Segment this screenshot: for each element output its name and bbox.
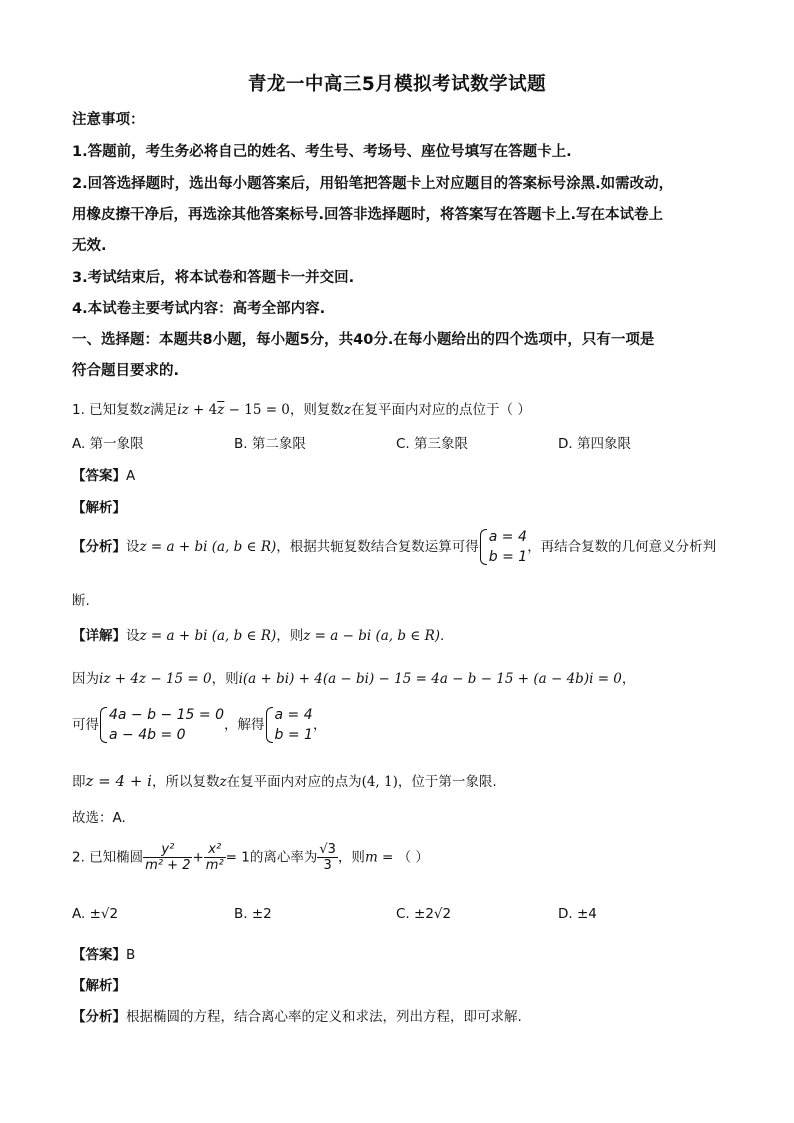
q2-fenxi: 【分析】根据椭圆的方程，结合离心率的定义和求法，列出方程，即可求解. (72, 1009, 522, 1025)
q2-option-d: D. ±4 (558, 906, 597, 922)
note-4: 4.本试卷主要考试内容：高考全部内容. (72, 301, 326, 317)
page-title: 青龙一中高三5月模拟考试数学试题 (247, 74, 547, 95)
q1-option-c: C. 第三象限 (396, 436, 469, 452)
q1-analysis-tag: 【解析】 (72, 500, 126, 516)
q1-solution-system: a = 4 b = 1 (265, 705, 313, 745)
q1-xiangjie-1: 【详解】设z = a + bi (a, b ∈ R)，则z = a − bi (a, b ∈ R). (72, 628, 445, 644)
q1-choose: 故选：A. (72, 810, 126, 826)
q1-option-d: D. 第四象限 (558, 436, 631, 452)
q1-xiangjie-2: 因为iz + 4z − 15 = 0，则i(a + bi) + 4(a − bi) − 15 = 4a − b − 15 + (a − 4b)i = 0， (72, 671, 636, 687)
q1-equation-system: 4a − b − 15 = 0 a − 4b = 0 (99, 705, 224, 745)
note-2-line-1: 2.回答选择题时，选出每小题答案后，用铅笔把答题卡上对应题目的答案标号涂黑.如需改动， (72, 176, 674, 192)
q1-stem: 1. 已知复数z满足iz + $4\overline{z} - 15 = 0$，则复数z在复平面内对应的点位于（ ） (72, 402, 531, 418)
q1-fenxi-system: a = 4 b = 1 (479, 527, 527, 567)
q2-fraction-2: $\frac{\text{x²}}{\text{m²}}$ (205, 842, 224, 873)
note-1: 1.答题前，考生务必将自己的姓名、考生号、考场号、座位号填写在答题卡上. (72, 144, 572, 160)
section-1-heading-line-2: 符合题目要求的. (72, 363, 180, 379)
section-1-heading-line-1: 一、选择题：本题共8小题，每小题5分，共40分.在每小题给出的四个选项中，只有一项是 (72, 332, 655, 348)
notes-heading: 注意事项： (72, 112, 145, 128)
q1-option-a: A. 第一象限 (72, 436, 144, 452)
note-3: 3.考试结束后，将本试卷和答题卡一并交回. (72, 270, 355, 286)
q1-xiangjie-3: 可得 4a − b − 15 = 0 a − 4b = 0 ，解得 a = 4 b = 1 ， (72, 707, 327, 743)
q2-answer: 【答案】B (72, 947, 136, 963)
q2-analysis-tag: 【解析】 (72, 978, 126, 994)
note-2-line-2: 用橡皮擦干净后，再选涂其他答案标号.回答非选择题时，将答案写在答题卡上.写在本试卷上 (72, 207, 664, 223)
q2-stem: 2. 已知椭圆 $\frac{\text{y²}}{\text{m² + 2}}$ + $\frac{\text{x²}}{\text{m²}}$ = 1的离心率为 $\frac{√3}{3}$ ，则m = （ ） (72, 842, 429, 873)
q1-fenxi-cont: 断. (72, 593, 90, 609)
q1-xiangjie-4: 即z = 4 + i，所以复数z在复平面内对应的点为(4, 1)，位于第一象限. (72, 772, 497, 790)
q1-option-b: B. 第二象限 (234, 436, 306, 452)
q1-answer: 【答案】A (72, 468, 136, 484)
q2-option-a: A. ±√2 (72, 906, 119, 922)
q2-fraction-3: $\frac{√3}{3}$ (319, 842, 336, 873)
q2-fraction-1: $\frac{\text{y²}}{\text{m² + 2}}$ (145, 842, 191, 873)
q1-fenxi: 【分析】设z = a + bi (a, b ∈ R)，根据共轭复数结合复数运算可得 a = 4 b = 1 ，再结合复数的几何意义分析判 (72, 529, 717, 565)
q2-option-c: C. ±2√2 (396, 906, 452, 922)
q2-option-b: B. ±2 (234, 906, 272, 922)
note-2-line-3: 无效. (72, 238, 107, 254)
